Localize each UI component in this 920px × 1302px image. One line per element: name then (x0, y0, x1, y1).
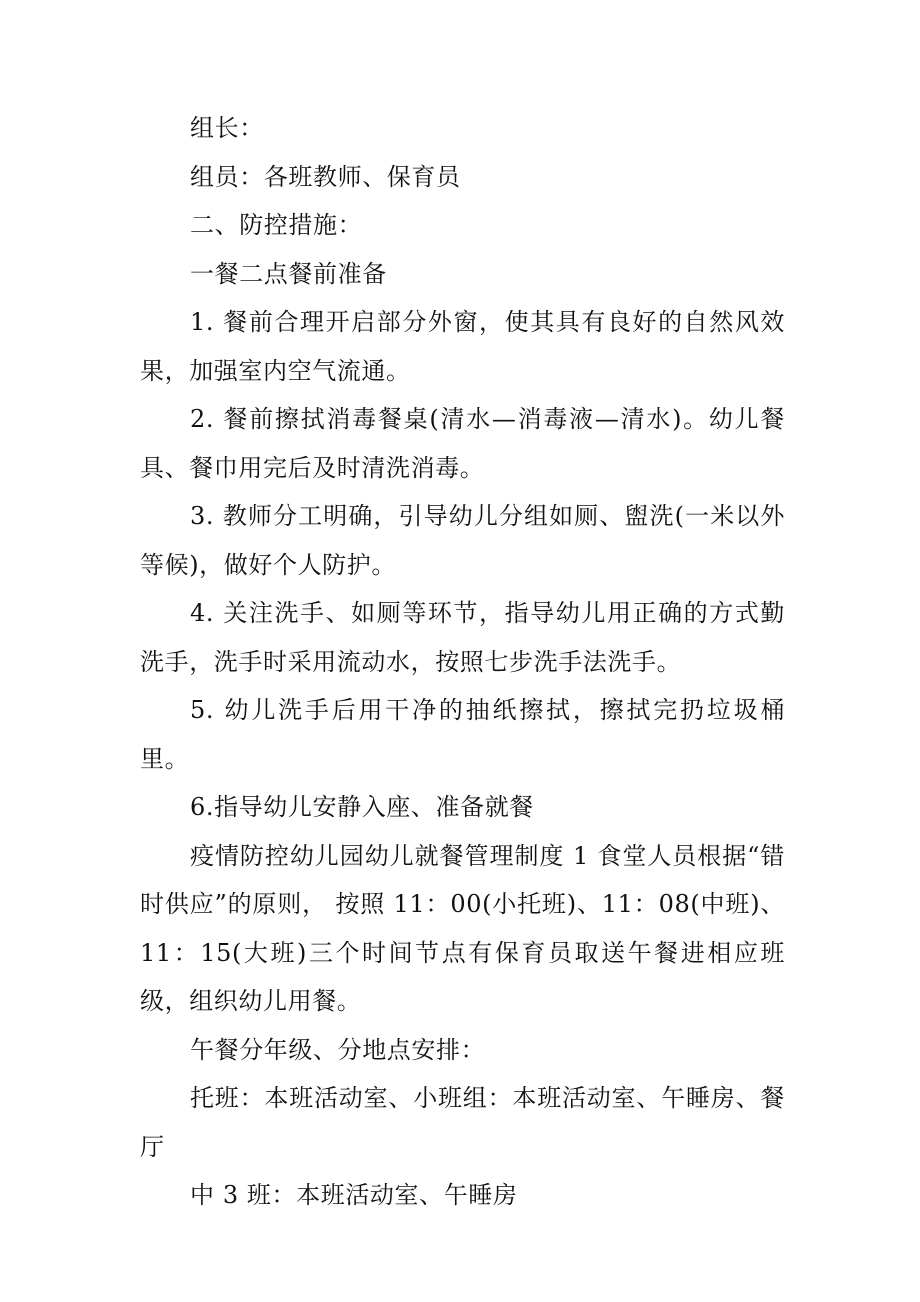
paragraph-middle-class-3: 中 3 班：本班活动室、午睡房 (190, 1181, 518, 1209)
paragraph-lunch-arrangement: 午餐分年级、分地点安排： (190, 1035, 486, 1064)
list-item-5: 5. 幼儿洗手后用干净的抽纸擦拭，擦拭完扔垃圾桶里。 (140, 696, 785, 773)
paragraph-team-leader: 组长： (190, 114, 264, 142)
section-heading-measures: 二、防控措施： (190, 211, 363, 239)
paragraph-toddler-small-class: 托班：本班活动室、小班组：本班活动室、午睡房、餐厅 (140, 1084, 785, 1161)
list-item-4: 4. 关注洗手、如厕等环节，指导幼儿用正确的方式勤洗手，洗手时采用流动水，按照七步洗手法洗手。 (140, 599, 785, 676)
list-item-1: 1. 餐前合理开启部分外窗，使其具有良好的自然风效果，加强室内空气流通。 (140, 308, 785, 385)
subheading-meal-preparation: 一餐二点餐前准备 (190, 259, 387, 288)
document-body (140, 104, 785, 1220)
list-item-3: 3. 教师分工明确，引导幼儿分组如厕、盥洗(一米以外等候)，做好个人防护。 (140, 502, 785, 579)
paragraph-team-members: 组员：各班教师、保育员 (190, 162, 461, 191)
list-item-2: 2. 餐前擦拭消毒餐桌(清水—消毒液—清水)。幼儿餐具、餐巾用完后及时清洗消毒。 (140, 405, 785, 482)
paragraph-canteen-schedule: 疫情防控幼儿园幼儿就餐管理制度 1 食堂人员根据“错时供应”的原则， 按照 11：00(小托班)、11：08(中班)、11：15(大班)三个时间节点有保育员取送午餐进相应班级，组织幼儿用餐。 (140, 841, 785, 1015)
list-item-6: 6.指导幼儿安静入座、准备就餐 (190, 793, 534, 821)
